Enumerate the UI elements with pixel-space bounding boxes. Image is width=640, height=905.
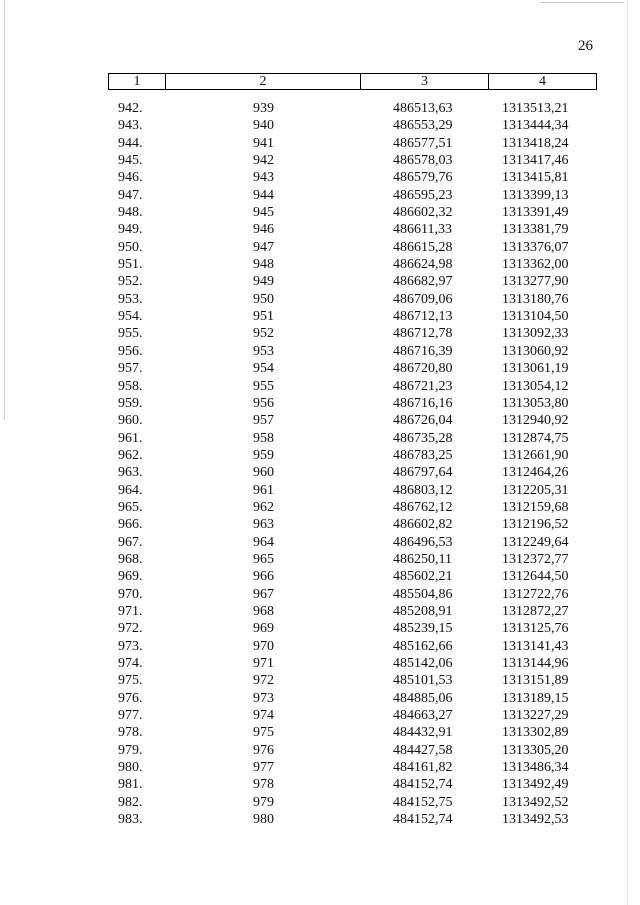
table-row [0, 325, 640, 342]
table-cell-col1: 963. [118, 465, 143, 481]
table-cell-col2: 969 [253, 621, 274, 637]
column-header-3: 3 [361, 74, 489, 90]
table-cell-col3: 484161,82 [393, 760, 453, 776]
table-row [0, 256, 640, 273]
table-cell-col4: 1312205,31 [502, 482, 569, 498]
table-row [0, 273, 640, 290]
table-cell-col2: 966 [253, 569, 274, 585]
table-row [0, 776, 640, 793]
table-cell-col2: 964 [253, 534, 274, 550]
table-cell-col3: 486513,63 [393, 101, 453, 116]
table-cell-col1: 955. [118, 326, 143, 342]
table-cell-col1: 948. [118, 205, 143, 221]
table-row [0, 360, 640, 377]
table-cell-col2: 963 [253, 517, 274, 533]
table-cell-col3: 485101,53 [393, 673, 453, 689]
table-cell-col4: 1313189,15 [502, 690, 569, 706]
table-cell-col2: 970 [253, 638, 274, 654]
column-header-row [109, 74, 597, 90]
table-cell-col4: 1312196,52 [502, 517, 569, 533]
table-cell-col2: 960 [253, 465, 274, 481]
table-cell-col3: 486797,64 [393, 465, 453, 481]
table-cell-col3: 484663,27 [393, 708, 453, 724]
table-row [0, 759, 640, 776]
table-row [0, 534, 640, 551]
table-cell-col2: 975 [253, 725, 274, 741]
table-cell-col1: 981. [118, 777, 143, 793]
table-cell-col3: 485208,91 [393, 603, 453, 619]
table-cell-col4: 1313362,00 [502, 257, 569, 273]
table-cell-col2: 946 [253, 222, 274, 238]
table-cell-col4: 1312874,75 [502, 430, 569, 446]
table-cell-col2: 961 [253, 482, 274, 498]
table-cell-col1: 962. [118, 447, 143, 463]
table-cell-col3: 485162,66 [393, 638, 453, 654]
table-cell-col4: 1313492,52 [502, 794, 569, 810]
table-cell-col1: 960. [118, 413, 143, 429]
table-cell-col1: 945. [118, 153, 143, 169]
table-row [0, 586, 640, 603]
table-cell-col3: 486682,97 [393, 274, 453, 290]
table-cell-col1: 974. [118, 656, 143, 671]
table-cell-col1: 946. [118, 170, 143, 186]
table-cell-col2: 944 [253, 187, 274, 203]
table-cell-col1: 943. [118, 118, 143, 134]
table-cell-col4: 1313376,07 [502, 239, 569, 255]
table-cell-col4: 1313053,80 [502, 395, 569, 411]
table-cell-col4: 1313054,12 [502, 378, 569, 394]
table-cell-col4: 1313399,13 [502, 187, 569, 203]
table-cell-col2: 952 [253, 326, 274, 342]
table-cell-col1: 966. [118, 517, 143, 533]
table-cell-col3: 486762,12 [393, 499, 453, 515]
table-cell-col1: 970. [118, 586, 143, 602]
table-row [0, 603, 640, 620]
table-cell-col2: 968 [253, 603, 274, 619]
table-cell-col3: 486250,11 [393, 551, 452, 567]
table-cell-col1: 944. [118, 135, 143, 151]
table-cell-col2: 980 [253, 812, 274, 828]
table-cell-col1: 968. [118, 551, 143, 567]
table-cell-col3: 486624,98 [393, 257, 453, 273]
table-cell-col3: 486716,16 [393, 395, 453, 411]
table-cell-col4: 1312464,26 [502, 465, 569, 481]
table-row [0, 308, 640, 325]
table-cell-col1: 978. [118, 725, 143, 741]
table-cell-col3: 486602,82 [393, 517, 453, 533]
table-cell-col2: 965 [253, 551, 274, 567]
table-cell-col4: 1313277,90 [502, 274, 569, 290]
table-cell-col4: 1312249,64 [502, 534, 569, 550]
table-cell-col4: 1312722,76 [502, 586, 569, 602]
table-cell-col2: 943 [253, 170, 274, 186]
table-cell-col1: 957. [118, 361, 143, 377]
table-cell-col1: 952. [118, 274, 143, 290]
table-cell-col1: 973. [118, 638, 143, 654]
table-cell-col1: 956. [118, 343, 143, 359]
table-row [0, 690, 640, 707]
table-row [0, 169, 640, 186]
table-cell-col2: 959 [253, 447, 274, 463]
table-cell-col2: 939 [253, 101, 274, 116]
table-row [0, 464, 640, 481]
table-cell-col3: 486735,28 [393, 430, 453, 446]
table-cell-col2: 950 [253, 291, 274, 307]
table-cell-col3: 486579,76 [393, 170, 453, 186]
table-cell-col4: 1313492,53 [502, 812, 569, 828]
table-cell-col2: 977 [253, 760, 274, 776]
table-cell-col1: 964. [118, 482, 143, 498]
table-cell-col3: 486496,53 [393, 534, 453, 550]
table-row [0, 447, 640, 464]
table-cell-col2: 954 [253, 361, 274, 377]
table-cell-col1: 982. [118, 794, 143, 810]
table-cell-col4: 1312940,92 [502, 413, 569, 429]
table-cell-col2: 962 [253, 499, 274, 515]
table-cell-col4: 1313302,89 [502, 725, 569, 741]
table-cell-col4: 1313305,20 [502, 742, 569, 758]
table-cell-col2: 955 [253, 378, 274, 394]
column-header-1: 1 [109, 74, 166, 90]
table-cell-col4: 1313104,50 [502, 309, 569, 325]
table-cell-col4: 1313125,76 [502, 621, 569, 637]
table-cell-col4: 1312644,50 [502, 569, 569, 585]
table-cell-col2: 957 [253, 413, 274, 429]
table-row [0, 742, 640, 759]
table-cell-col3: 484885,06 [393, 690, 453, 706]
table-cell-col2: 971 [253, 656, 274, 671]
table-row [0, 204, 640, 221]
table-row [0, 655, 640, 672]
table-row [0, 152, 640, 169]
table-cell-col2: 974 [253, 708, 274, 724]
table-cell-col4: 1312872,27 [502, 603, 569, 619]
table-cell-col2: 958 [253, 430, 274, 446]
table-row [0, 672, 640, 689]
table-cell-col1: 961. [118, 430, 143, 446]
table-cell-col1: 980. [118, 760, 143, 776]
table-cell-col4: 1313060,92 [502, 343, 569, 359]
table-row [0, 117, 640, 134]
table-row [0, 221, 640, 238]
table-cell-col3: 486577,51 [393, 135, 453, 151]
table-cell-col1: 949. [118, 222, 143, 238]
table-cell-col3: 486783,25 [393, 447, 453, 463]
table-row [0, 412, 640, 429]
table-cell-col1: 958. [118, 378, 143, 394]
table-cell-col1: 972. [118, 621, 143, 637]
table-cell-col3: 485504,86 [393, 586, 453, 602]
table-cell-col2: 979 [253, 794, 274, 810]
table-row [0, 343, 640, 360]
table-row [0, 378, 640, 395]
table-cell-col3: 486602,32 [393, 205, 453, 221]
table-cell-col1: 947. [118, 187, 143, 203]
table-cell-col3: 486720,80 [393, 361, 453, 377]
table-row [0, 794, 640, 811]
table-cell-col3: 486716,39 [393, 343, 453, 359]
table-cell-col4: 1313492,49 [502, 777, 569, 793]
table-cell-col1: 950. [118, 239, 143, 255]
table-cell-col4: 1313061,19 [502, 361, 569, 377]
table-cell-col3: 486553,29 [393, 118, 453, 134]
table-cell-col3: 485142,06 [393, 656, 453, 671]
table-cell-col2: 948 [253, 257, 274, 273]
table-cell-col4: 1313486,34 [502, 760, 569, 776]
column-header-2: 2 [166, 74, 361, 90]
table-cell-col4: 1313418,24 [502, 135, 569, 151]
table-row [0, 187, 640, 204]
table-cell-col3: 484152,75 [393, 794, 453, 810]
table-cell-col2: 976 [253, 742, 274, 758]
column-header-4: 4 [489, 74, 597, 90]
table-row [0, 811, 640, 828]
table-cell-col2: 949 [253, 274, 274, 290]
table-cell-col4: 1313092,33 [502, 326, 569, 342]
table-cell-col4: 1313141,43 [502, 638, 569, 654]
table-cell-col1: 971. [118, 603, 143, 619]
table-cell-col1: 959. [118, 395, 143, 411]
table-row [0, 499, 640, 516]
column-header-table [108, 73, 597, 90]
table-row [0, 100, 640, 117]
table-cell-col1: 977. [118, 708, 143, 724]
table-cell-col3: 486803,12 [393, 482, 453, 498]
table-cell-col4: 1312372,77 [502, 551, 569, 567]
table-cell-col1: 975. [118, 673, 143, 689]
table-row [0, 430, 640, 447]
table-cell-col2: 945 [253, 205, 274, 221]
table-cell-col3: 485602,21 [393, 569, 453, 585]
table-cell-col4: 1313513,21 [502, 101, 569, 116]
table-cell-col4: 1313391,49 [502, 205, 569, 221]
table-cell-col3: 486615,28 [393, 239, 453, 255]
table-cell-col4: 1313381,79 [502, 222, 569, 238]
table-cell-col4: 1313417,46 [502, 153, 569, 169]
table-cell-col4: 1312159,68 [502, 499, 569, 515]
table-cell-col2: 967 [253, 586, 274, 602]
table-row [0, 395, 640, 412]
table-row [0, 291, 640, 308]
table-cell-col3: 486712,78 [393, 326, 453, 342]
table-cell-col3: 486709,06 [393, 291, 453, 307]
table-cell-col1: 942. [118, 101, 143, 116]
table-cell-col4: 1313444,34 [502, 118, 569, 134]
scan-edge-top [540, 2, 624, 3]
table-cell-col2: 978 [253, 777, 274, 793]
table-cell-col1: 976. [118, 690, 143, 706]
table-cell-col1: 965. [118, 499, 143, 515]
table-cell-col1: 979. [118, 742, 143, 758]
table-cell-col1: 969. [118, 569, 143, 585]
table-cell-col4: 1313151,89 [502, 673, 569, 689]
table-cell-col2: 951 [253, 309, 274, 325]
table-cell-col2: 940 [253, 118, 274, 134]
table-cell-col2: 941 [253, 135, 274, 151]
table-cell-col1: 951. [118, 257, 143, 273]
table-row [0, 724, 640, 741]
table-cell-col3: 484427,58 [393, 742, 453, 758]
table-cell-col3: 486578,03 [393, 153, 453, 169]
table-row [0, 638, 640, 655]
table-cell-col3: 485239,15 [393, 621, 453, 637]
table-cell-col2: 972 [253, 673, 274, 689]
table-cell-col4: 1312661,90 [502, 447, 569, 463]
table-cell-col3: 486721,23 [393, 378, 453, 394]
table-cell-col2: 956 [253, 395, 274, 411]
table-cell-col2: 942 [253, 153, 274, 169]
table-cell-col2: 953 [253, 343, 274, 359]
table-cell-col1: 953. [118, 291, 143, 307]
table-cell-col3: 486595,23 [393, 187, 453, 203]
table-cell-col4: 1313415,81 [502, 170, 569, 186]
table-cell-col2: 973 [253, 690, 274, 706]
table-cell-col3: 484152,74 [393, 812, 453, 828]
table-row [0, 516, 640, 533]
coordinate-table-body [0, 100, 640, 828]
table-cell-col1: 983. [118, 812, 143, 828]
table-row [0, 551, 640, 568]
table-cell-col3: 486611,33 [393, 222, 452, 238]
table-row [0, 135, 640, 152]
table-cell-col3: 486712,13 [393, 309, 453, 325]
table-row [0, 707, 640, 724]
table-cell-col4: 1313144,96 [502, 656, 569, 671]
table-cell-col1: 967. [118, 534, 143, 550]
table-row [0, 239, 640, 256]
table-cell-col3: 486726,04 [393, 413, 453, 429]
table-cell-col1: 954. [118, 309, 143, 325]
table-row [0, 482, 640, 499]
table-cell-col2: 947 [253, 239, 274, 255]
table-row [0, 568, 640, 585]
page-number: 26 [578, 38, 593, 54]
table-cell-col3: 484432,91 [393, 725, 453, 741]
table-cell-col4: 1313227,29 [502, 708, 569, 724]
table-cell-col3: 484152,74 [393, 777, 453, 793]
table-row [0, 620, 640, 637]
table-cell-col4: 1313180,76 [502, 291, 569, 307]
